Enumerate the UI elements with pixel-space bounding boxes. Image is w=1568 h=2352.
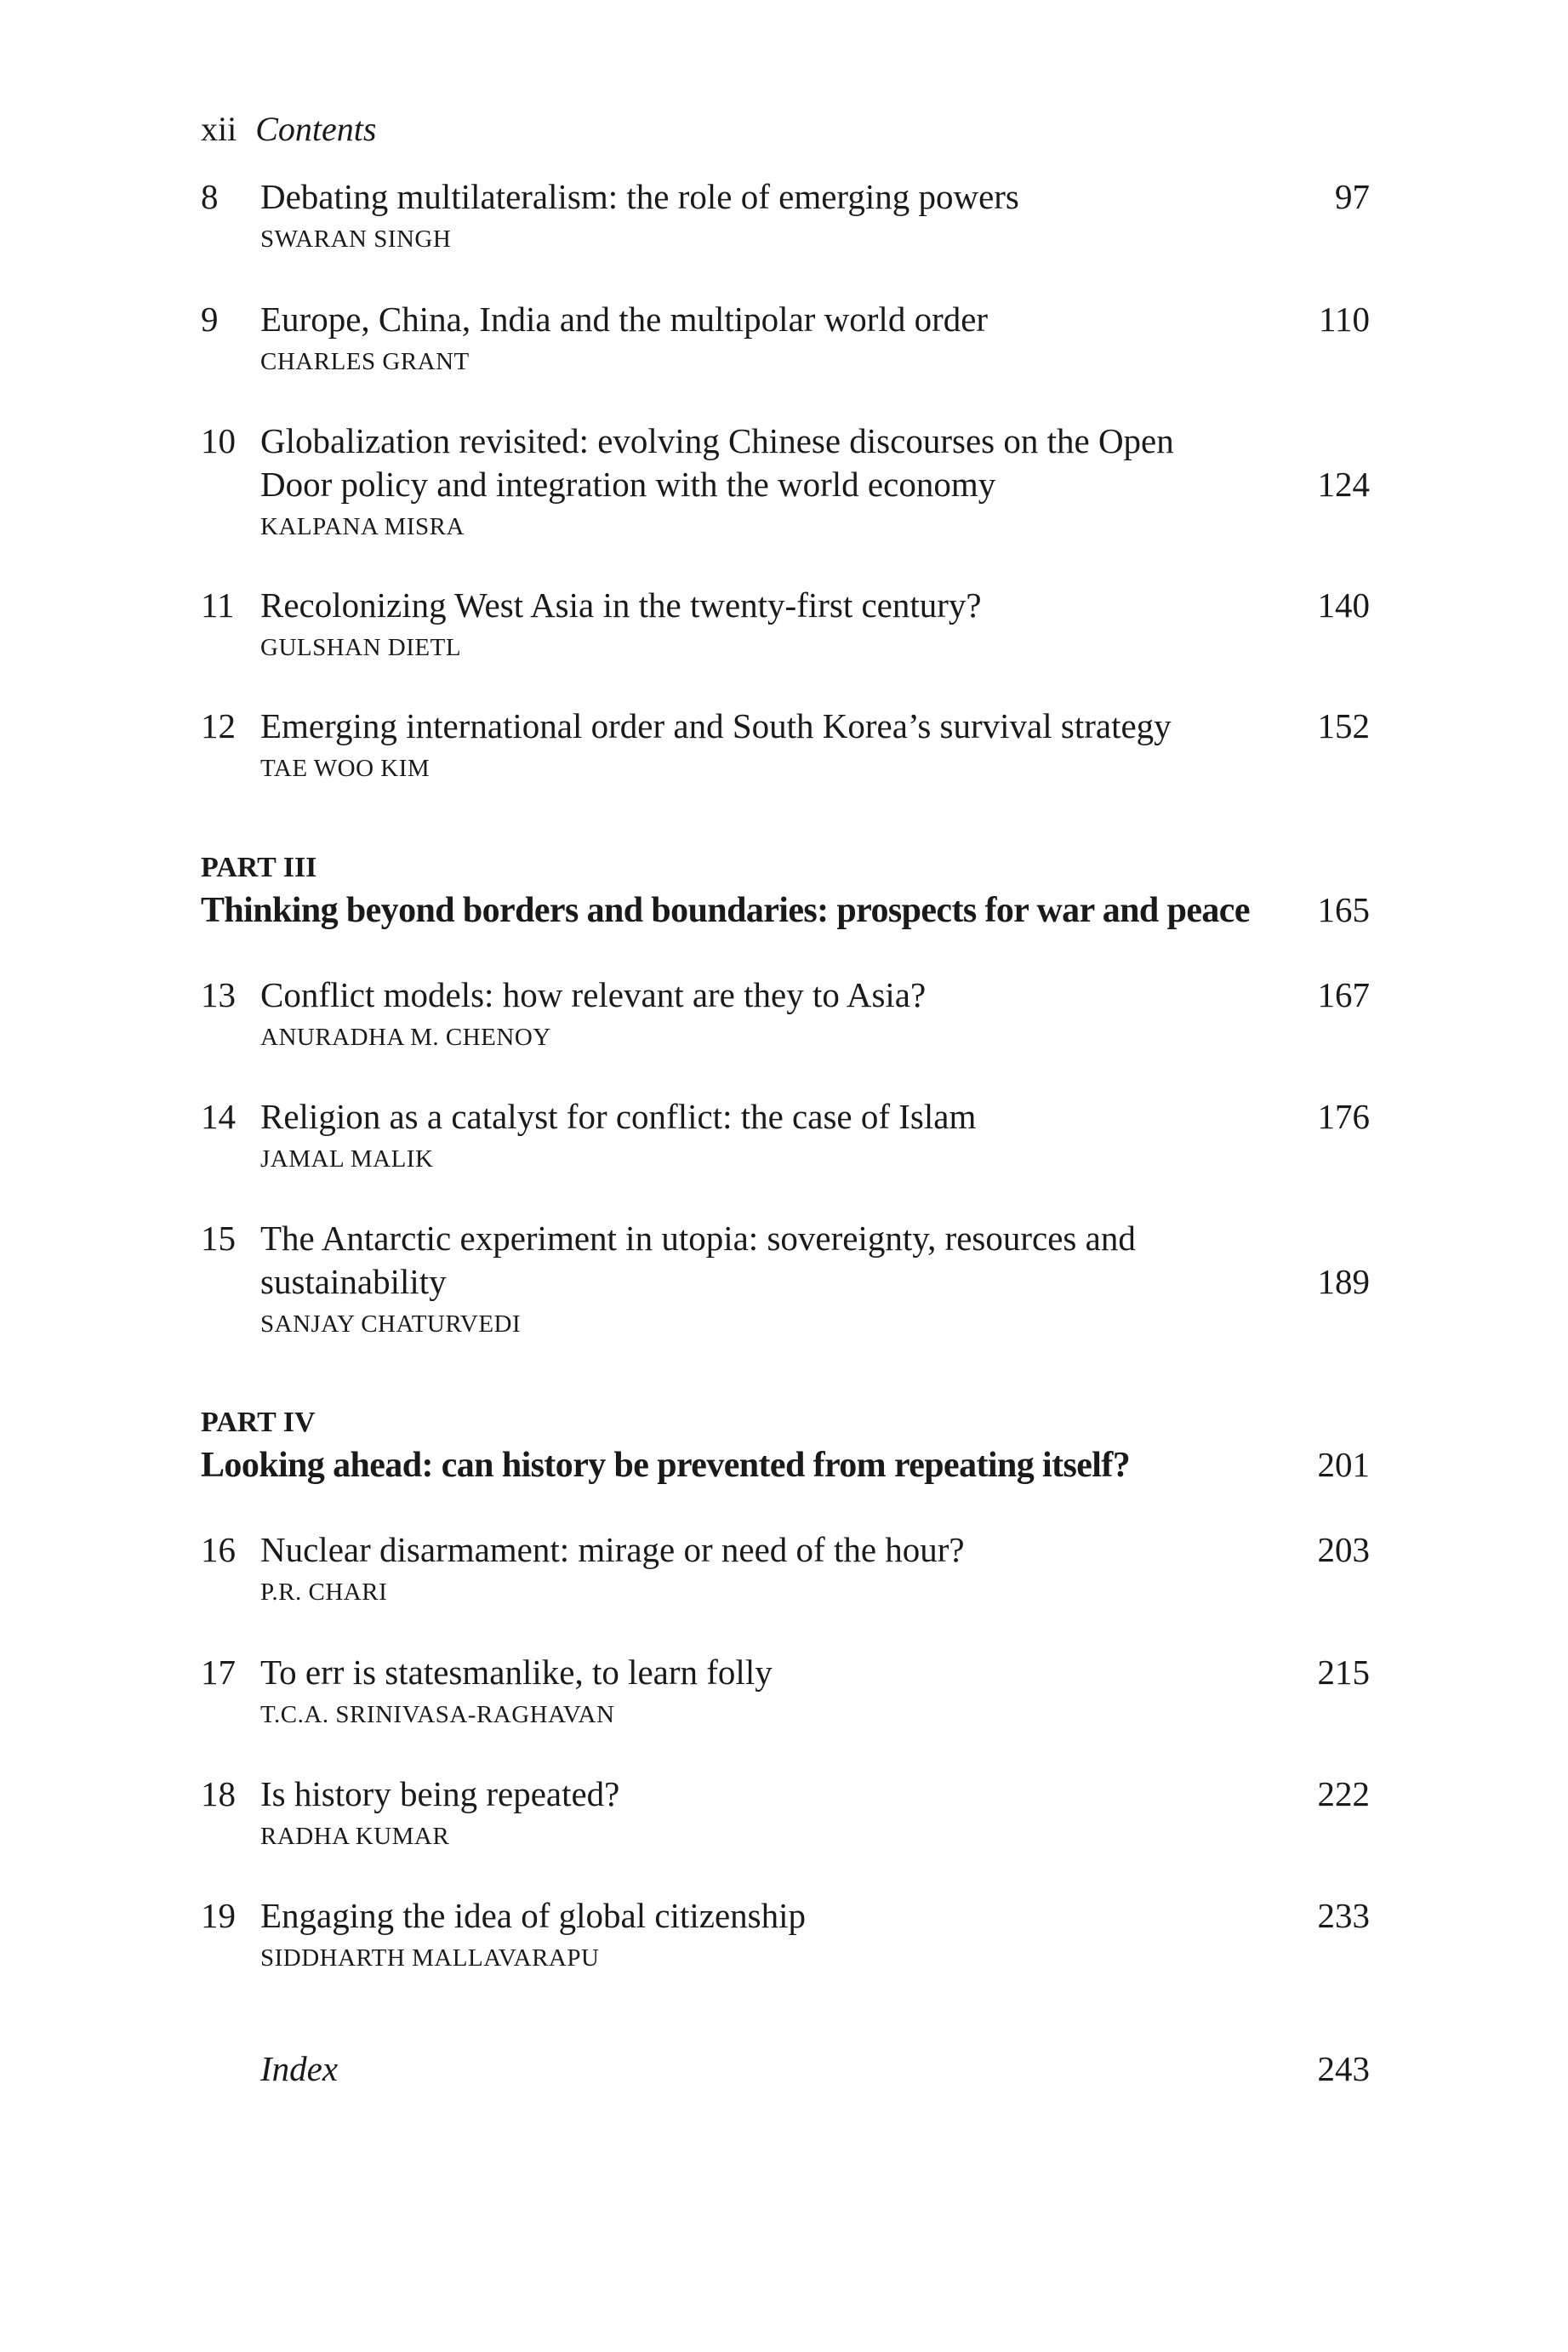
chapter-title: Recolonizing West Asia in the twenty-first century? [260, 585, 982, 625]
chapter-title-line-1: Globalization revisited: evolving Chinese discourses on the Open [260, 421, 1174, 460]
chapter-title-line-2: sustainability [260, 1262, 447, 1301]
chapter-author: SANJAY CHATURVEDI [260, 1310, 522, 1338]
chapter-author: TAE WOO KIM [260, 755, 430, 782]
chapter-title: Religion as a catalyst for conflict: the case of Islam [260, 1097, 977, 1136]
index-page-number: 243 [1317, 2049, 1370, 2088]
chapter-number: 17 [201, 1653, 236, 1692]
chapter-number: 12 [201, 706, 236, 745]
chapter-author: P.R. CHARI [260, 1578, 388, 1606]
chapter-number: 18 [201, 1774, 236, 1813]
chapter-author: GULSHAN DIETL [260, 634, 462, 661]
chapter-number: 15 [201, 1219, 236, 1258]
running-head-title: Contents [255, 110, 377, 148]
part-label: PART IV [201, 1407, 316, 1438]
chapter-title: Debating multilateralism: the role of emerging powers [260, 177, 1019, 216]
chapter-page-number: 167 [1317, 975, 1370, 1014]
chapter-page-number: 176 [1317, 1097, 1370, 1136]
running-head [201, 109, 376, 150]
chapter-title: Europe, China, India and the multipolar world order [260, 300, 989, 339]
chapter-page-number: 222 [1317, 1774, 1370, 1813]
chapter-page-number: 152 [1317, 706, 1370, 745]
part-title: Thinking beyond borders and boundaries: prospects for war and peace [201, 891, 1250, 930]
part-page-number: 201 [1317, 1445, 1370, 1484]
chapter-number: 10 [201, 421, 236, 460]
chapter-page-number: 124 [1317, 465, 1370, 504]
chapter-title: To err is statesmanlike, to learn folly [260, 1653, 773, 1692]
chapter-author: KALPANA MISRA [260, 513, 465, 540]
chapter-title-line-1: The Antarctic experiment in utopia: sovereignty, resources and [260, 1219, 1136, 1258]
index-label: Index [260, 2049, 339, 2088]
chapter-author: JAMAL MALIK [260, 1145, 434, 1173]
chapter-number: 19 [201, 1896, 236, 1935]
chapter-number: 8 [201, 177, 219, 216]
chapter-page-number: 140 [1317, 585, 1370, 625]
chapter-title-line-2: Door policy and integration with the world economy [260, 465, 996, 504]
chapter-author: SWARAN SINGH [260, 225, 452, 253]
chapter-page-number: 233 [1317, 1896, 1370, 1935]
chapter-page-number: 203 [1317, 1530, 1370, 1569]
chapter-title: Conflict models: how relevant are they to Asia? [260, 975, 927, 1014]
folio-number: xii [201, 110, 237, 148]
chapter-author: CHARLES GRANT [260, 348, 470, 375]
chapter-number: 9 [201, 300, 219, 339]
chapter-author: SIDDHARTH MALLAVARAPU [260, 1944, 600, 1972]
chapter-author: RADHA KUMAR [260, 1823, 450, 1850]
chapter-number: 11 [201, 585, 235, 625]
chapter-number: 14 [201, 1097, 236, 1136]
part-label: PART III [201, 852, 317, 883]
part-page-number: 165 [1317, 890, 1370, 929]
chapter-page-number: 215 [1317, 1653, 1370, 1692]
chapter-title: Engaging the idea of global citizenship [260, 1896, 807, 1935]
chapter-number: 16 [201, 1530, 236, 1569]
chapter-author: ANURADHA M. CHENOY [260, 1024, 551, 1051]
chapter-title: Nuclear disarmament: mirage or need of the hour? [260, 1530, 965, 1569]
chapter-page-number: 189 [1317, 1262, 1370, 1301]
part-title: Looking ahead: can history be prevented from repeating itself? [201, 1446, 1131, 1485]
chapter-author: T.C.A. SRINIVASA-RAGHAVAN [260, 1701, 615, 1728]
chapter-title: Emerging international order and South Korea’s survival strategy [260, 706, 1172, 745]
chapter-page-number: 110 [1319, 300, 1370, 339]
chapter-page-number: 97 [1335, 177, 1370, 216]
chapter-number: 13 [201, 975, 236, 1014]
chapter-title: Is history being repeated? [260, 1774, 620, 1813]
